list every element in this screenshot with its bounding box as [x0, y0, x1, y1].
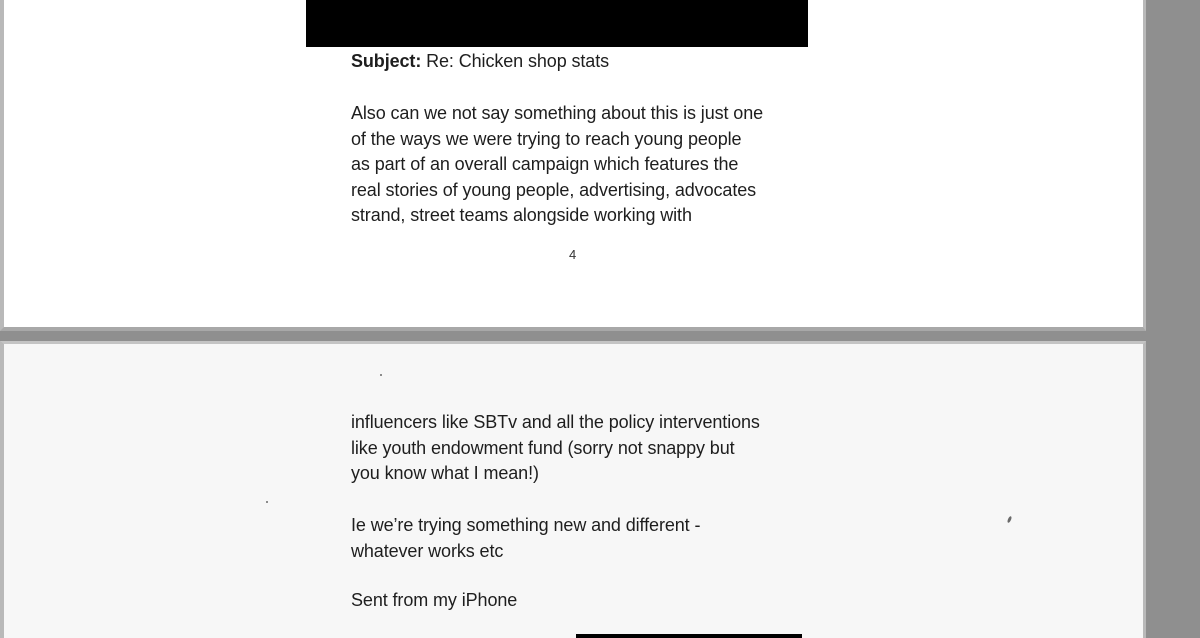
body-line: Also can we not say something about this is just one: [351, 103, 764, 123]
body-line: as part of an overall campaign which features the: [351, 154, 739, 174]
body-line: whatever works etc: [351, 540, 504, 561]
body-line: of the ways we were trying to reach young people: [351, 128, 742, 149]
scan-speck: [1007, 516, 1013, 524]
body-line: like youth endowment fund (sorry not snappy but: [351, 437, 735, 458]
redaction-block-footer: [576, 634, 802, 638]
email-body-paragraph-2: [351, 513, 821, 564]
scan-speck: [266, 501, 268, 503]
document-page-lower: [0, 341, 1146, 638]
document-page-upper: [0, 0, 1146, 331]
body-line: real stories of young people, advertising, advocates: [351, 179, 757, 200]
body-line: influencers like SBTv and all the policy interventions: [351, 412, 760, 432]
body-line: strand, street teams alongside working with: [351, 205, 692, 225]
email-body-upper: [351, 101, 821, 229]
email-subject-line: [351, 49, 821, 75]
redaction-block-header: [306, 0, 808, 47]
email-body-paragraph-1: [351, 410, 821, 487]
subject-value: Re: Chicken shop stats: [426, 51, 610, 71]
body-line: you know what I mean!): [351, 463, 539, 483]
email-signature: Sent from my iPhone: [351, 590, 518, 610]
body-line: Ie we’re trying something new and different -: [351, 515, 701, 535]
scan-speck: [380, 374, 382, 376]
subject-label: Subject:: [351, 51, 422, 71]
page-number: 4: [569, 247, 577, 262]
